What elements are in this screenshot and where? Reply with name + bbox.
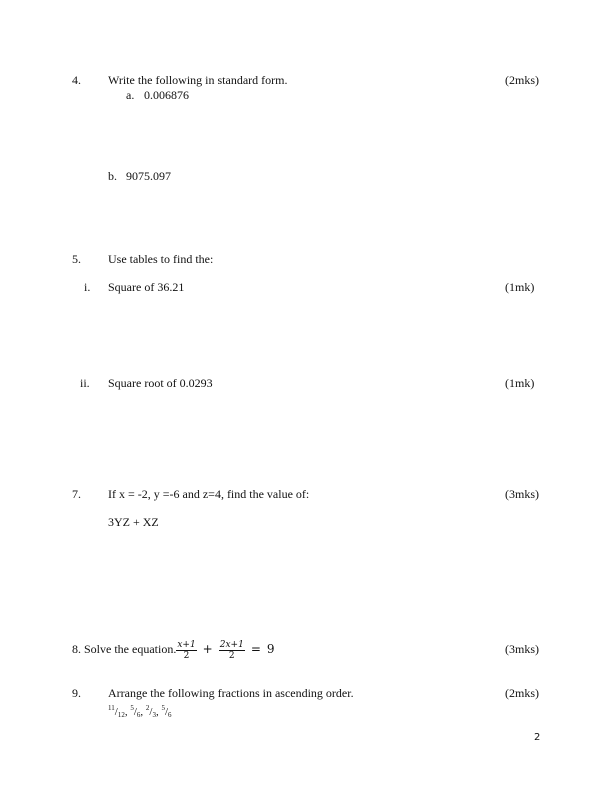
q7-number: 7. (72, 487, 81, 501)
q8-prefix: 8. Solve the equation. (72, 642, 177, 656)
q5i-marks: (1mk) (505, 280, 535, 294)
q9-fraction-list (108, 701, 172, 722)
q4-number: 4. (72, 73, 81, 87)
q5ii-text: Square root of 0.0293 (108, 376, 213, 390)
q8-equation (72, 636, 281, 662)
q9-fraction: $^2/_3$, (145, 704, 162, 719)
q9-number: 9. (72, 686, 81, 700)
q7-text: If x = -2, y =-6 and z=4, find the value of: (108, 487, 310, 501)
q4b-value: 9075.097 (126, 169, 171, 183)
q4a-value: 0.006876 (144, 88, 189, 102)
q9-marks: (2mks) (505, 686, 539, 700)
q5ii-label: ii. (80, 376, 90, 390)
q4a-label: a. (126, 88, 135, 102)
q5i-label: i. (84, 280, 91, 294)
q8-frac1-denominator: 2 (183, 650, 190, 661)
page-number: 2 (534, 732, 541, 743)
q5-number: 5. (72, 252, 81, 266)
q5i-text: Square of 36.21 (108, 280, 185, 294)
q4-marks: (2mks) (505, 73, 539, 87)
q9-fraction: $^5/_6$ (161, 704, 172, 719)
q5ii-marks: (1mk) (505, 376, 535, 390)
q9-fraction: $^{11}/_{12}$, (108, 704, 131, 719)
q8-rhs: 9 (266, 642, 275, 656)
q8-frac1-numerator: x+1 (177, 639, 196, 650)
q8-fraction-2 (219, 640, 245, 661)
q8-frac2-denominator: 2 (228, 650, 235, 661)
q7-expression: 3YZ + XZ (108, 515, 159, 529)
q8-marks: (3mks) (505, 642, 539, 656)
q9-fraction: $^5/_6$, (130, 704, 146, 719)
q4-text: Write the following in standard form. (108, 73, 288, 87)
q4b-label: b. (108, 169, 117, 183)
q9-text: Arrange the following fractions in ascending order. (108, 686, 354, 700)
q8-plus: + (202, 642, 213, 656)
q8-fraction-1 (176, 640, 196, 661)
q8-equals: = (250, 642, 261, 656)
q5-text: Use tables to find the: (108, 252, 214, 266)
q8-frac2-numerator: 2x+1 (219, 639, 244, 650)
q7-marks: (3mks) (505, 487, 539, 501)
